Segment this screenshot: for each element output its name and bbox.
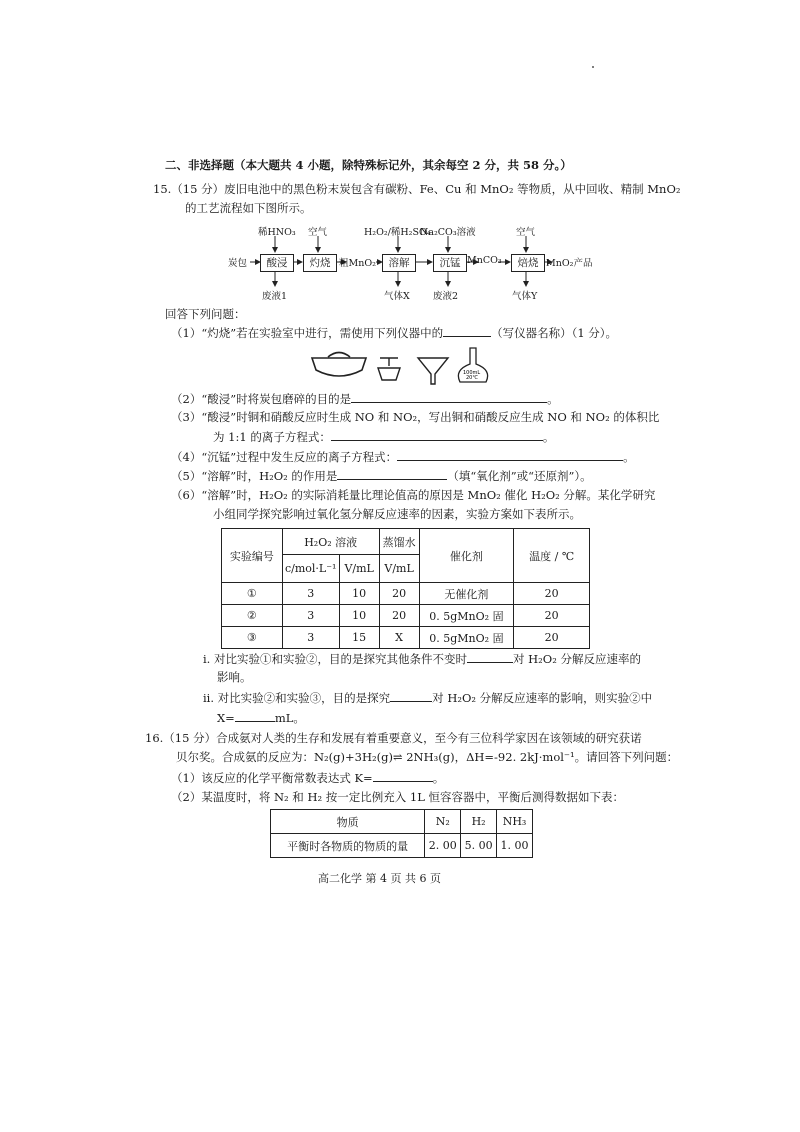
q15-sub1 (171, 324, 617, 341)
q16-sub1-period: 。 (432, 771, 445, 785)
th-temperature: 温度 / ℃ (514, 529, 590, 583)
q15-ii-tail: 对 H₂O₂ 分解反应速率的影响，则实验②中 (432, 691, 653, 705)
reagent-air-2: 空气 (516, 227, 536, 238)
flow-step-precipitate: 沉锰 (433, 254, 467, 272)
flask-label-temp: 20℃ (466, 375, 478, 381)
th-nh3: NH₃ (497, 810, 533, 834)
cell-t: 20 (514, 605, 590, 627)
q15-sub2-text: （2）“酸浸”时将炭包磨碎的目的是 (171, 392, 352, 406)
cell-cat: 无催化剂 (419, 583, 514, 605)
funnel-icon (418, 358, 448, 384)
th-exp-id: 实验编号 (222, 529, 283, 583)
th-volume-2: V/mL (379, 555, 419, 583)
cell-id: ① (222, 583, 283, 605)
section-heading: 二、非选择题（本大题共 4 小题，除特殊标记外，其余每空 2 分，共 58 分。） (165, 158, 572, 172)
cell-id: ② (222, 605, 283, 627)
table-row (222, 627, 590, 649)
q15-sub5-tail: （填“氧化剂”或“还原剂”）。 (447, 469, 592, 483)
q16-stem-line2: 贝尔奖。合成氨的反应为：N₂(g)+3H₂(g)⇌ 2NH₃(g)，ΔH=-92. 2kJ·mol⁻¹。请回答下列问题： (176, 750, 679, 764)
cell-c: 3 (282, 605, 339, 627)
output-gas-x: 气体X (384, 291, 410, 302)
cell-n2: 2. 00 (425, 834, 461, 858)
q16-stem-line1: 16.（15 分）合成氨对人类的生存和发展有着重要意义，至今有三位科学家因在该领域的研究获诺 (145, 731, 642, 745)
q16-sub1-blank[interactable] (373, 769, 433, 782)
reagent-na2co3: Na₂CO₃溶液 (420, 227, 476, 238)
cell-c: 3 (282, 627, 339, 649)
q15-sub4-blank[interactable] (397, 448, 623, 461)
q15-sub6-line1: （6）“溶解”时，H₂O₂ 的实际消耗量比理论值高的原因是 MnO₂ 催化 H₂O₂ 分解。某化学研究 (171, 488, 656, 502)
q15-ii-text: ii. 对比实验②和实验③，目的是探究 (203, 691, 391, 705)
q15-stem-line2: 的工艺流程如下图所示。 (185, 201, 312, 215)
q16-sub1-text: （1）该反应的化学平衡常数表达式 K= (171, 771, 373, 785)
q15-i-line1 (203, 650, 641, 667)
q16-sub2: （2）某温度时，将 N₂ 和 H₂ 按一定比例充入 1L 恒容容器中，平衡后测得数据如下表： (171, 790, 625, 804)
q15-sub4 (171, 448, 635, 465)
answer-intro: 回答下列问题： (165, 307, 246, 321)
th-n2: N₂ (425, 810, 461, 834)
cell-w: 20 (379, 583, 419, 605)
cell-c: 3 (282, 583, 339, 605)
cell-v: 10 (339, 583, 379, 605)
flow-intermediate-crude: 粗MnO₂ (339, 258, 376, 269)
flow-step-calcine: 焙烧 (511, 254, 545, 272)
page-footer: 高二化学 第 4 页 共 6 页 (318, 872, 441, 885)
process-flow-diagram (228, 224, 608, 302)
q15-sub3-blank[interactable] (331, 428, 543, 441)
q15-sub5 (171, 467, 592, 484)
equilibrium-table (270, 809, 533, 858)
cell-v: 15 (339, 627, 379, 649)
flow-step-acid-leach: 酸浸 (260, 254, 294, 272)
q15-ii-blank-1[interactable] (390, 689, 432, 702)
flow-step-roast: 灼烧 (303, 254, 337, 272)
q15-i-tail: 对 H₂O₂ 分解反应速率的 (513, 652, 641, 666)
reagent-dilute-hno3: 稀HNO₃ (258, 227, 296, 238)
volumetric-flask-icon (458, 348, 487, 382)
q15-sub1-text: （1）“灼烧”若在实验室中进行，需使用下列仪器中的 (171, 326, 444, 340)
q15-ii-x: X= (217, 711, 235, 725)
th-concentration: c/mol·L⁻¹ (282, 555, 339, 583)
q15-sub5-text: （5）“溶解”时，H₂O₂ 的作用是 (171, 469, 338, 483)
flow-intermediate-mnco3: MnCO₃ (467, 255, 502, 266)
q15-ii-line2 (217, 709, 305, 726)
th-catalyst: 催化剂 (419, 529, 514, 583)
cell-id: ③ (222, 627, 283, 649)
row-label: 平衡时各物质的物质的量 (271, 834, 425, 858)
output-waste-1: 废液1 (262, 291, 288, 302)
th-h2: H₂ (461, 810, 497, 834)
q15-ii-unit: mL。 (274, 711, 305, 725)
q15-ii-blank-2[interactable] (235, 709, 275, 722)
flow-product: MnO₂产品 (546, 258, 593, 269)
th-substance: 物质 (271, 810, 425, 834)
cell-w: X (379, 627, 419, 649)
cell-t: 20 (514, 627, 590, 649)
q15-i-line2: 影响。 (217, 670, 252, 684)
cell-v: 10 (339, 605, 379, 627)
cell-nh3: 1. 00 (497, 834, 533, 858)
q15-stem-line1: 15.（15 分）废旧电池中的黑色粉末炭包含有碳粉、Fe、Cu 和 MnO₂ 等物质，从中回收、精制 MnO₂ (153, 182, 681, 196)
speck (592, 66, 594, 68)
q16-sub1 (171, 769, 444, 786)
q15-sub3-text: 为 1:1 的离子方程式： (213, 430, 331, 444)
q15-sub3-line1: （3）“酸浸”时铜和硝酸反应时生成 NO 和 NO₂，写出铜和硝酸反应生成 NO 和 NO₂ 的体积比 (171, 410, 660, 424)
reagent-h2o2-h2so4: H₂O₂/稀H₂SO₄ (364, 227, 431, 238)
apparatus-row (308, 346, 508, 386)
q15-sub1-blank[interactable] (443, 324, 491, 337)
th-distilled-water: 蒸馏水 (379, 529, 419, 555)
cell-cat: 0. 5gMnO₂ 固 (419, 627, 514, 649)
flow-start: 炭包 (228, 258, 248, 269)
q15-sub5-blank[interactable] (337, 467, 447, 480)
experiment-table (221, 528, 590, 649)
q15-sub1-tail: （写仪器名称）（1 分）。 (491, 326, 618, 340)
flow-step-dissolve: 溶解 (382, 254, 416, 272)
cell-cat: 0. 5gMnO₂ 固 (419, 605, 514, 627)
q15-sub4-period: 。 (623, 450, 635, 464)
cell-h2: 5. 00 (461, 834, 497, 858)
output-waste-2: 废液2 (433, 291, 459, 302)
q15-sub2 (171, 390, 559, 407)
cell-w: 20 (379, 605, 419, 627)
q15-sub6-line2: 小组同学探究影响过氧化氢分解反应速率的因素，实验方案如下表所示。 (213, 507, 581, 521)
table-row (222, 583, 590, 605)
evaporating-dish-icon (312, 353, 366, 377)
q15-ii-line1 (203, 689, 652, 706)
q15-sub2-period: 。 (547, 392, 559, 406)
q15-i-blank[interactable] (467, 650, 513, 663)
th-h2o2-solution: H₂O₂ 溶液 (282, 529, 379, 555)
th-volume-1: V/mL (339, 555, 379, 583)
table-row (271, 834, 533, 858)
output-gas-y: 气体Y (512, 291, 538, 302)
reagent-air-1: 空气 (308, 227, 328, 238)
q15-i-text: i. 对比实验①和实验②，目的是探究其他条件不变时 (203, 652, 467, 666)
q15-sub3-line2 (213, 428, 554, 445)
q15-sub3-period: 。 (542, 430, 555, 444)
q15-sub2-blank[interactable] (351, 390, 547, 403)
table-row (222, 605, 590, 627)
flask-label-volume: 100mL (463, 370, 481, 376)
crucible-icon (378, 358, 400, 380)
cell-t: 20 (514, 583, 590, 605)
q15-sub4-text: （4）“沉锰”过程中发生反应的离子方程式： (171, 450, 398, 464)
